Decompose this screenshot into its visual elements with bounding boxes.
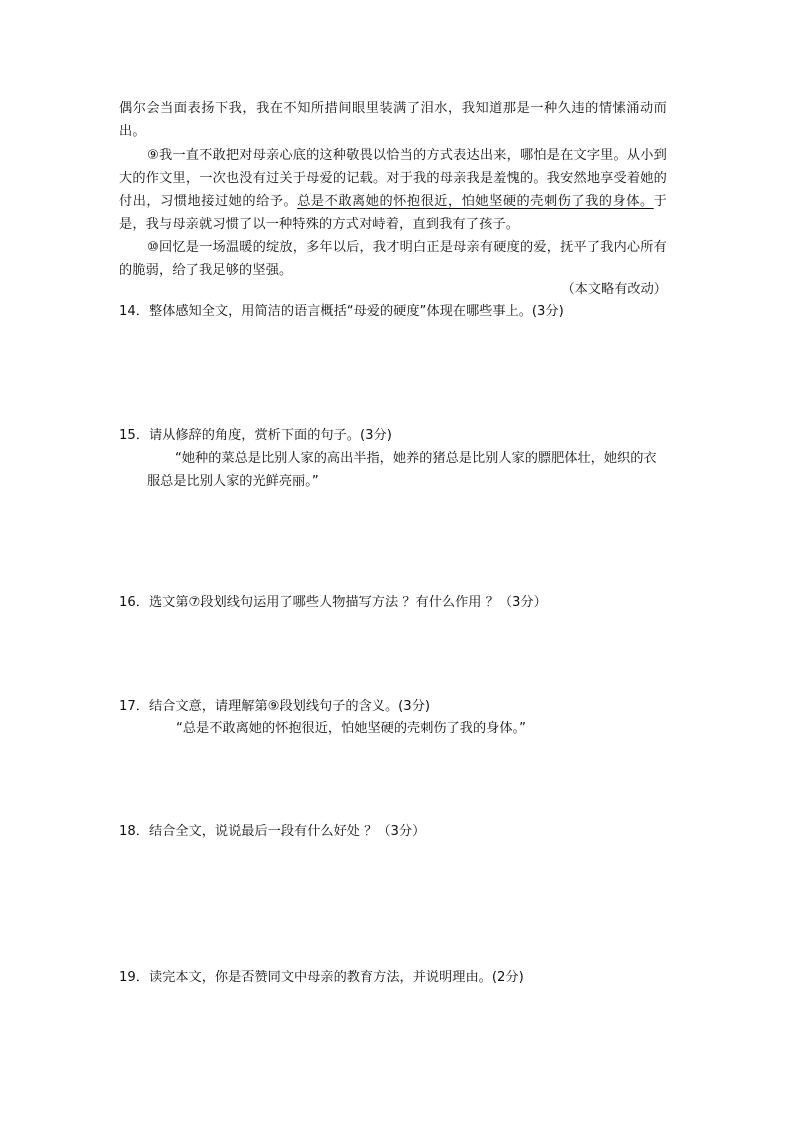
question-19: 19．读完本文，你是否赞同文中母亲的教育方法，并说明理由。(2分): [119, 970, 524, 985]
passage-paragraph-continued: 偶尔会当面表扬下我，我在不知所措间眼里装满了泪水，我知道那是一种久违的情愫涌动而出。: [119, 101, 667, 139]
paragraph-9-text: ⑨我一直不敢把对母亲心底的这种敬畏以恰当的方式表达出来，哪怕是在文字里。从小到大的作文里，一次也没有过关于母爱的记载。对于我的母亲我是羞愧的。我安然地享受着她的付出，习惯地接过她的给予。: [119, 148, 667, 209]
question-14: 14．整体感知全文，用简洁的语言概括“母爱的硬度”体现在哪些事上。(3分): [119, 304, 564, 319]
revision-note: （本文略有改动）: [561, 282, 667, 297]
passage-paragraph-9: [119, 144, 667, 236]
question-18: 18．结合全文，说说最后一段有什么好处 ？（3分）: [119, 824, 426, 839]
paragraph-9-text-end: 于是，我与母亲就习惯了以一种特殊的方式对峙着，直到我有了孩子。: [119, 194, 667, 232]
question-17: 17．结合文意，请理解第⑨段划线句子的含义。(3分): [119, 699, 431, 714]
paragraph-9-underlined-sentence: 总是不敢离她的怀抱很近，怕她坚硬的壳刺伤了我的身体。: [297, 194, 654, 209]
question-17-quoted-sentence: “总是不敢离她的怀抱很近，怕她坚硬的壳刺伤了我的身体。”: [176, 721, 526, 736]
question-16: 16．选文第⑦段划线句运用了哪些人物描写方法 ？有什么作用 ？（3分）: [119, 595, 547, 610]
question-15: 15．请从修辞的角度，赏析下面的句子。(3分): [119, 428, 392, 443]
passage-paragraph-10: ⑩回忆是一场温暖的绽放，多年以后，我才明白正是母亲有硬度的爱，抚平了我内心所有的脆弱，给了我足够的坚强。: [119, 240, 667, 278]
question-15-quoted-sentence: “她种的菜总是比别人家的高出半指，她养的猪总是比别人家的膘肥体壮，她织的衣服总是比别人家的光鲜亮丽。”: [147, 451, 657, 489]
